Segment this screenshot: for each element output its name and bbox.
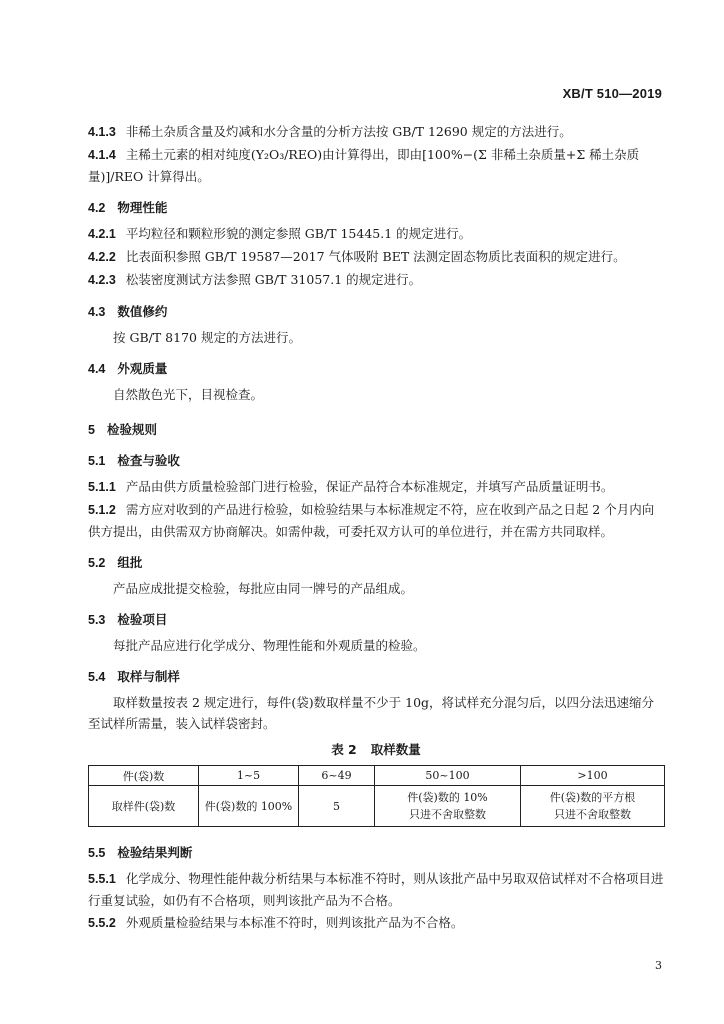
section-title: 组批 [117, 555, 143, 570]
standard-code: XB/T 510—2019 [562, 86, 662, 101]
table-header-cell: >100 [521, 766, 665, 786]
table-cell: 5 [299, 786, 375, 827]
table-cell [521, 786, 665, 827]
table-header-cell: 1~5 [199, 766, 299, 786]
table-cell-line: 只进不舍取整数 [409, 808, 486, 821]
section-title: 检查与验收 [117, 453, 180, 468]
section-number: 5.5 [88, 846, 106, 860]
clause-4-2-3 [88, 269, 664, 291]
table-header-row [89, 766, 665, 786]
section-heading-5-3 [88, 610, 664, 630]
clause-number: 5.1.2 [88, 503, 116, 517]
table-caption [88, 742, 664, 758]
section-heading-5-4 [88, 667, 664, 687]
clause-5-1-2 [88, 499, 664, 542]
page-content [88, 121, 664, 935]
clause-number: 5.5.1 [88, 872, 116, 886]
table-header-cell: 6~49 [299, 766, 375, 786]
clause-text: 松装密度测试方法参照 GB/T 31057.1 的规定进行。 [125, 272, 422, 287]
section-title: 外观质量 [117, 361, 168, 376]
clause-text: 主稀土元素的相对纯度(Y₂O₃/REO)由计算得出，即由[100%−(Σ 非稀土杂质量+Σ 稀土杂质量)]/REO 计算得出。 [88, 147, 640, 184]
clause-number: 4.1.3 [88, 125, 116, 139]
section-number: 4.3 [88, 305, 106, 319]
section-title: 检验项目 [117, 612, 168, 627]
clause-number: 4.2.2 [88, 250, 116, 264]
paragraph-4-3: 按 GB/T 8170 规定的方法进行。 [113, 330, 301, 345]
section-number: 5.3 [88, 613, 106, 627]
section-title: 数值修约 [117, 304, 168, 319]
clause-text: 化学成分、物理性能仲裁分析结果与本标准不符时，则从该批产品中另取双倍试样对不合格项目进行重复试验，如仍有不合格项，则判该批产品为不合格。 [88, 871, 664, 908]
section-title: 检验结果判断 [117, 845, 193, 860]
section-number: 4.4 [88, 362, 106, 376]
section-heading-5-2 [88, 553, 664, 573]
clause-text: 比表面积参照 GB/T 19587—2017 气体吸附 BET 法测定固态物质比表面积的规定进行。 [125, 249, 626, 264]
table-cell-line: 件(袋)数的 10% [407, 791, 488, 804]
clause-4-2-1 [88, 223, 664, 245]
section-heading-5-5 [88, 843, 664, 863]
clause-number: 5.1.1 [88, 480, 116, 494]
section-heading-4-4 [88, 359, 664, 379]
section-heading-5-1 [88, 451, 664, 471]
clause-text: 外观质量检验结果与本标准不符时，则判该批产品为不合格。 [125, 915, 464, 930]
clause-text: 平均粒径和颗粒形貌的测定参照 GB/T 15445.1 的规定进行。 [125, 226, 472, 241]
table-row [89, 786, 665, 827]
paragraph-5-3: 每批产品应进行化学成分、物理性能和外观质量的检验。 [113, 638, 426, 653]
table-row-label: 取样件(袋)数 [89, 786, 199, 827]
clause-text: 非稀土杂质含量及灼减和水分含量的分析方法按 GB/T 12690 规定的方法进行。 [125, 124, 572, 139]
clause-number: 4.2.1 [88, 227, 116, 241]
sampling-quantity-table [88, 765, 665, 827]
clause-text: 产品由供方质量检验部门进行检验，保证产品符合本标准规定，并填写产品质量证明书。 [125, 479, 614, 494]
section-number: 5.1 [88, 454, 106, 468]
page-number: 3 [655, 959, 662, 972]
clause-4-1-4 [88, 144, 664, 187]
clause-5-1-1 [88, 476, 664, 498]
section-number: 4.2 [88, 201, 106, 215]
table-cell-line: 件(袋)数的平方根 [549, 791, 636, 804]
paragraph-4-4: 自然散色光下，目视检查。 [113, 387, 264, 402]
section-title: 检验规则 [106, 422, 157, 437]
table-cell: 件(袋)数的 100% [199, 786, 299, 827]
table-cell-line: 只进不舍取整数 [554, 808, 631, 821]
section-number: 5 [88, 423, 95, 437]
clause-number: 5.5.2 [88, 916, 116, 930]
section-heading-4-2 [88, 198, 664, 218]
clause-4-2-2 [88, 246, 664, 268]
section-title: 取样与制样 [117, 669, 180, 684]
section-number: 5.2 [88, 556, 106, 570]
paragraph-5-2: 产品应成批提交检验，每批应由同一牌号的产品组成。 [113, 581, 414, 596]
section-number: 5.4 [88, 670, 106, 684]
clause-number: 4.1.4 [88, 148, 116, 162]
clause-number: 4.2.3 [88, 273, 116, 287]
clause-5-5-1 [88, 868, 664, 911]
section-heading-4-3 [88, 302, 664, 322]
table-title: 取样数量 [370, 742, 421, 757]
section-title: 物理性能 [117, 200, 168, 215]
table-header-cell: 件(袋)数 [89, 766, 199, 786]
paragraph-5-4: 取样数量按表 2 规定进行，每件(袋)数取样量不少于 10g，将试样充分混匀后，以四分法迅速缩分至试样所需量，装入试样袋密封。 [88, 695, 655, 731]
clause-4-1-3 [88, 121, 664, 143]
section-heading-5 [88, 420, 664, 440]
clause-text: 需方应对收到的产品进行检验，如检验结果与本标准规定不符，应在收到产品之日起 2 个月内向供方提出，由供需双方协商解决。如需仲裁，可委托双方认可的单位进行，并在需方共同取样。 [88, 502, 655, 539]
clause-5-5-2 [88, 912, 664, 934]
table-number: 表 2 [331, 742, 357, 757]
table-header-cell: 50~100 [375, 766, 521, 786]
table-cell [375, 786, 521, 827]
